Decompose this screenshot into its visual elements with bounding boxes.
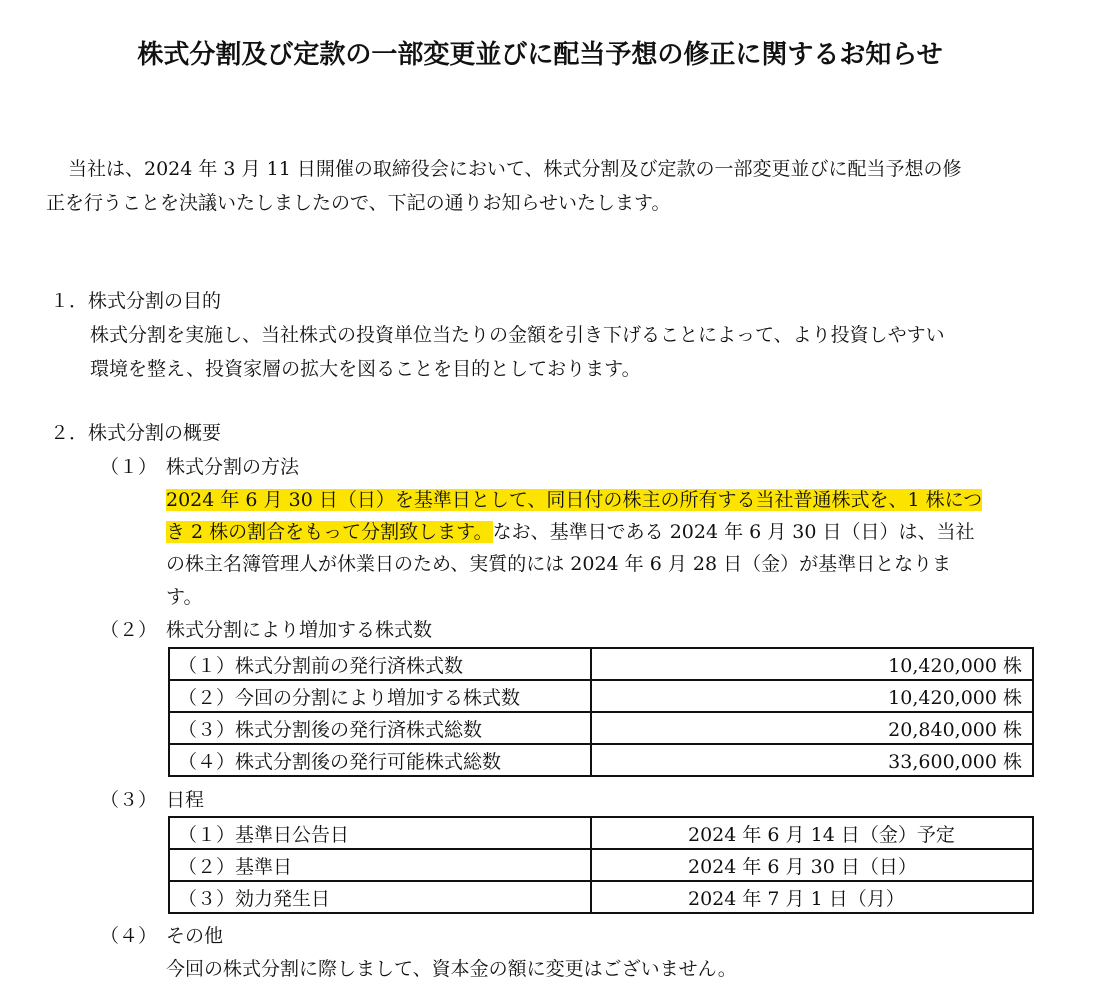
row-label: （３）効力発生日 — [169, 881, 591, 913]
sub1-line-4: す。 — [166, 586, 203, 608]
table-row — [169, 744, 1033, 776]
sub1-line-2 — [166, 515, 975, 549]
share-count-table — [168, 647, 1034, 777]
section1-heading: １．株式分割の目的 — [50, 290, 222, 312]
highlight-text-1: 2024 年 6 月 30 日（日）を基準日として、同日付の株主の所有する当社普通株式を、1 株につ — [166, 489, 983, 511]
sub4-heading: その他 — [166, 925, 224, 947]
schedule-table — [168, 816, 1034, 914]
intro-line-2: 正を行うことを決議いたしましたので、下記の通りお知らせいたします。 — [46, 192, 671, 214]
sub3-label: （３） — [100, 789, 158, 811]
row-label: （２）今回の分割により増加する株式数 — [169, 680, 591, 712]
sub4-label: （４） — [100, 925, 158, 947]
section1-line-1: 株式分割を実施し、当社株式の投資単位当たりの金額を引き下げることによって、より投資しやすい — [90, 324, 945, 346]
row-label: （２）基準日 — [169, 849, 591, 881]
row-value: 2024 年 7 月 1 日（月） — [591, 881, 1033, 913]
section2-heading: ２．株式分割の概要 — [50, 422, 222, 444]
table-row — [169, 712, 1033, 744]
row-value: 2024 年 6 月 14 日（金）予定 — [591, 817, 1033, 849]
section1-line-2: 環境を整え、投資家層の拡大を図ることを目的としております。 — [90, 358, 641, 380]
sub1-heading: 株式分割の方法 — [166, 456, 300, 478]
table-row — [169, 849, 1033, 881]
table-row — [169, 680, 1033, 712]
sub2-heading: 株式分割により増加する株式数 — [166, 619, 433, 641]
table-row — [169, 648, 1033, 680]
row-label: （４）株式分割後の発行可能株式総数 — [169, 744, 591, 776]
table-row — [169, 881, 1033, 913]
sub2-label: （２） — [100, 619, 158, 641]
row-value: 33,600,000 株 — [591, 744, 1033, 776]
sub1-label: （１） — [100, 456, 158, 478]
row-label: （３）株式分割後の発行済株式総数 — [169, 712, 591, 744]
sub1-line-3: の株主名簿管理人が休業日のため、実質的には 2024 年 6 月 28 日（金）が基準日となりま — [166, 553, 952, 575]
sub1-line-1 — [166, 483, 982, 517]
intro-line-1: 当社は、2024 年 3 月 11 日開催の取締役会において、株式分割及び定款の一部変更並びに配当予想の修 — [68, 158, 962, 180]
sub3-heading: 日程 — [166, 789, 205, 811]
row-value: 10,420,000 株 — [591, 648, 1033, 680]
row-label: （１）株式分割前の発行済株式数 — [169, 648, 591, 680]
sub1-line-2-rest: なお、基準日である 2024 年 6 月 30 日（日）は、当社 — [492, 521, 975, 543]
page-title: 株式分割及び定款の一部変更並びに配当予想の修正に関するお知らせ — [137, 40, 943, 70]
sub4-line-1: 今回の株式分割に際しまして、資本金の額に変更はございません。 — [166, 958, 737, 980]
row-label: （１）基準日公告日 — [169, 817, 591, 849]
table-row — [169, 817, 1033, 849]
row-value: 10,420,000 株 — [591, 680, 1033, 712]
row-value: 2024 年 6 月 30 日（日） — [591, 849, 1033, 881]
highlight-text-2: き 2 株の割合をもって分割致します。 — [166, 521, 493, 543]
row-value: 20,840,000 株 — [591, 712, 1033, 744]
